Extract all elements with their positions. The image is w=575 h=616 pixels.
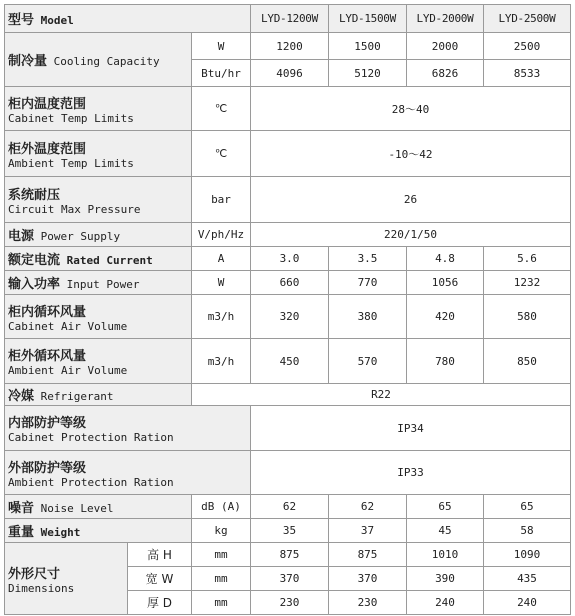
noise-1: 62: [251, 495, 329, 519]
pressure-row: [5, 177, 571, 223]
dim-height-unit: mm: [192, 543, 251, 567]
ambient-air-en: Ambient Air Volume: [8, 364, 128, 377]
dim-width-3: 390: [407, 567, 484, 591]
ambient-protection-zh: 外部防护等级: [8, 460, 87, 476]
ambient-protection-en: Ambient Protection Ration: [8, 475, 174, 489]
weight-3: 45: [407, 519, 484, 543]
cabinet-temp-unit: ℃: [192, 87, 251, 131]
cabinet-air-2: 380: [329, 295, 407, 339]
cooling-btu-1: 4096: [251, 60, 329, 87]
weight-1: 35: [251, 519, 329, 543]
refrigerant-row: [5, 384, 571, 406]
cooling-en: Cooling Capacity: [53, 55, 160, 68]
header-row: [5, 5, 571, 33]
rated-current-1: 3.0: [251, 247, 329, 271]
input-power-1: 660: [251, 271, 329, 295]
cabinet-air-label: [5, 295, 192, 339]
dim-height-2: 875: [329, 543, 407, 567]
rated-current-label: [5, 247, 192, 271]
noise-unit: dB (A): [192, 495, 251, 519]
weight-4: 58: [484, 519, 571, 543]
weight-zh: 重量: [8, 525, 35, 540]
cabinet-protection-row: [5, 406, 571, 451]
pressure-value: 26: [251, 177, 571, 223]
cooling-w-1: 1200: [251, 33, 329, 60]
cabinet-air-1: 320: [251, 295, 329, 339]
rated-current-3: 4.8: [407, 247, 484, 271]
cabinet-temp-row: [5, 87, 571, 131]
dim-depth-4: 240: [484, 591, 571, 615]
dim-width-sub: 宽 W: [128, 567, 192, 591]
ambient-air-row: [5, 339, 571, 384]
rated-current-4: 5.6: [484, 247, 571, 271]
cabinet-temp-zh: 柜内温度范围: [8, 96, 87, 112]
cooling-btu-unit: Btu/hr: [192, 60, 251, 87]
input-power-row: [5, 271, 571, 295]
power-supply-zh: 电源: [8, 229, 35, 244]
cooling-w-unit: W: [192, 33, 251, 60]
model-2: LYD-1500W: [329, 5, 407, 33]
cabinet-air-unit: m3/h: [192, 295, 251, 339]
cabinet-air-4: 580: [484, 295, 571, 339]
noise-4: 65: [484, 495, 571, 519]
ambient-temp-value: -10～42: [251, 131, 571, 177]
rated-current-zh: 额定电流: [8, 253, 61, 268]
ambient-air-2: 570: [329, 339, 407, 384]
cabinet-temp-value: 28～40: [251, 87, 571, 131]
input-power-4: 1232: [484, 271, 571, 295]
cooling-w-row: [5, 33, 571, 60]
ambient-temp-unit: ℃: [192, 131, 251, 177]
refrigerant-label: [5, 384, 192, 406]
power-supply-value: 220/1/50: [251, 223, 571, 247]
refrigerant-zh: 冷媒: [8, 389, 35, 404]
cooling-w-4: 2500: [484, 33, 571, 60]
dim-height-3: 1010: [407, 543, 484, 567]
refrigerant-value: R22: [192, 384, 571, 406]
cabinet-protection-zh: 内部防护等级: [8, 416, 87, 431]
rated-current-2: 3.5: [329, 247, 407, 271]
cabinet-protection-label: [5, 406, 251, 451]
dimensions-zh: 外形尺寸: [8, 566, 61, 582]
dim-height-row: [5, 543, 571, 567]
dim-depth-unit: mm: [192, 591, 251, 615]
pressure-label: [5, 177, 192, 223]
cooling-zh: 制冷量: [8, 54, 48, 69]
ambient-temp-label: [5, 131, 192, 177]
input-power-en: Input Power: [66, 278, 140, 291]
model-label-en: Model: [40, 14, 74, 27]
dim-depth-1: 230: [251, 591, 329, 615]
weight-2: 37: [329, 519, 407, 543]
dimensions-en: Dimensions: [8, 581, 75, 595]
dim-height-sub: 高 H: [128, 543, 192, 567]
rated-current-row: [5, 247, 571, 271]
pressure-en: Circuit Max Pressure: [8, 202, 141, 216]
cabinet-air-en: Cabinet Air Volume: [8, 319, 128, 333]
dim-width-2: 370: [329, 567, 407, 591]
ambient-air-4: 850: [484, 339, 571, 384]
weight-en: Weight: [40, 526, 81, 539]
refrigerant-en: Refrigerant: [40, 390, 114, 403]
ambient-air-label: [5, 339, 192, 384]
dim-depth-3: 240: [407, 591, 484, 615]
ambient-temp-row: [5, 131, 571, 177]
dim-depth-sub: 厚 D: [128, 591, 192, 615]
input-power-zh: 输入功率: [8, 277, 61, 292]
cooling-w-2: 1500: [329, 33, 407, 60]
cabinet-air-zh: 柜内循环风量: [8, 304, 87, 320]
noise-zh: 噪音: [8, 501, 35, 516]
ambient-protection-row: [5, 451, 571, 495]
ambient-air-3: 780: [407, 339, 484, 384]
dim-width-4: 435: [484, 567, 571, 591]
rated-current-en: Rated Current: [66, 254, 153, 267]
noise-row: [5, 495, 571, 519]
input-power-label: [5, 271, 192, 295]
dim-height-4: 1090: [484, 543, 571, 567]
model-1: LYD-1200W: [251, 5, 329, 33]
ambient-protection-value: IP33: [251, 451, 571, 495]
noise-label: [5, 495, 192, 519]
weight-unit: kg: [192, 519, 251, 543]
model-4: LYD-2500W: [484, 5, 571, 33]
spec-table: [4, 4, 571, 615]
cooling-w-3: 2000: [407, 33, 484, 60]
noise-en: Noise Level: [40, 502, 114, 515]
ambient-temp-zh: 柜外温度范围: [8, 141, 87, 157]
pressure-zh: 系统耐压: [8, 187, 61, 203]
cabinet-protection-en: Cabinet Protection Ration: [8, 431, 174, 444]
dimensions-label: [5, 543, 128, 615]
input-power-3: 1056: [407, 271, 484, 295]
rated-current-unit: A: [192, 247, 251, 271]
ambient-protection-label: [5, 451, 251, 495]
noise-2: 62: [329, 495, 407, 519]
model-label-zh: 型号: [8, 13, 35, 28]
cabinet-air-row: [5, 295, 571, 339]
power-supply-unit: V/ph/Hz: [192, 223, 251, 247]
power-supply-row: [5, 223, 571, 247]
cabinet-temp-label: [5, 87, 192, 131]
power-supply-en: Power Supply: [40, 230, 121, 243]
noise-3: 65: [407, 495, 484, 519]
cooling-btu-2: 5120: [329, 60, 407, 87]
cabinet-protection-value: IP34: [251, 406, 571, 451]
weight-row: [5, 519, 571, 543]
dim-height-1: 875: [251, 543, 329, 567]
cooling-btu-3: 6826: [407, 60, 484, 87]
cooling-btu-4: 8533: [484, 60, 571, 87]
ambient-air-zh: 柜外循环风量: [8, 349, 87, 364]
dim-depth-2: 230: [329, 591, 407, 615]
weight-label: [5, 519, 192, 543]
cabinet-temp-en: Cabinet Temp Limits: [8, 111, 134, 125]
input-power-unit: W: [192, 271, 251, 295]
power-supply-label: [5, 223, 192, 247]
ambient-air-unit: m3/h: [192, 339, 251, 384]
model-label-cell: [5, 5, 251, 33]
pressure-unit: bar: [192, 177, 251, 223]
dim-width-1: 370: [251, 567, 329, 591]
dim-width-unit: mm: [192, 567, 251, 591]
ambient-temp-en: Ambient Temp Limits: [8, 156, 134, 170]
cooling-label: [5, 33, 192, 87]
input-power-2: 770: [329, 271, 407, 295]
ambient-air-1: 450: [251, 339, 329, 384]
model-3: LYD-2000W: [407, 5, 484, 33]
cabinet-air-3: 420: [407, 295, 484, 339]
